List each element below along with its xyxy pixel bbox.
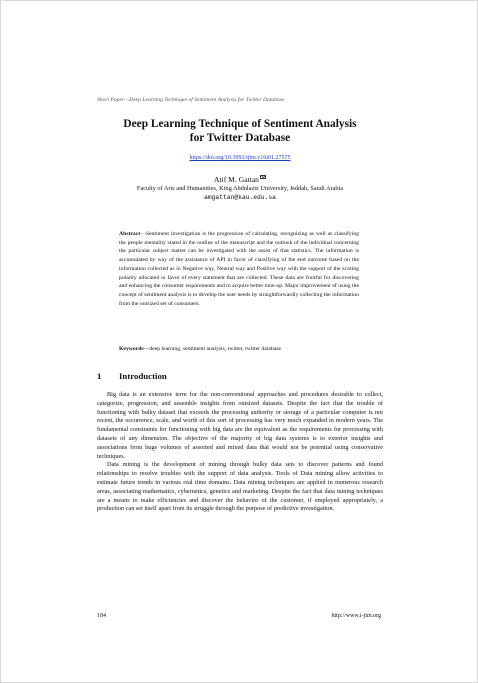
abstract-text: —Sentiment investigation is the progression of calculating, recognizing as well as classifying the people mentality stated in the outline of the manuscript and the outlook of the individual concerning the particular subject matter can be investigated with the assist of that statistics. The information is accumulated by way of the assistance of API in favor of classifying of the end outcome based on the information collected as in Negative way, Neutral way and Positive way with the support of the scoring polarity allocated in favor of every statement that are collected. These data are fruitful for discovering and enhancing the consumer requirements and to acquire better tune-up. Major improvement of using the concept of sentiment analysis is to develop the user needs by straightforwardly collecting the information from the outsized set of consumers. — [119, 231, 359, 307]
keywords — [119, 345, 359, 354]
title-line-2: for Twitter Database — [189, 132, 291, 144]
page-number: 184 — [97, 613, 106, 619]
journal-url[interactable]: http://www.i-jim.org — [331, 613, 381, 619]
running-head: Short Paper—Deep Learning Technique of Sentiment Analysis for Twitter Database — [97, 97, 285, 103]
section-heading — [97, 371, 167, 381]
title-line-1: Deep Learning Technique of Sentiment Analysis — [123, 118, 357, 130]
keywords-label: Keywords — [119, 346, 144, 352]
abstract — [119, 230, 359, 308]
section-title: Introduction — [119, 371, 167, 381]
abstract-label: Abstract — [119, 231, 141, 237]
paper-title — [97, 117, 383, 145]
section-number: 1 — [97, 371, 102, 381]
author-email[interactable]: amgattan@kau.edu.sa — [204, 194, 276, 201]
author-name: Atif M. Gattan — [214, 175, 259, 184]
affiliation: Faculty of Arts and Humanities, King Abdulaziz University, Jeddah, Saudi Arabia — [136, 185, 344, 192]
author-line — [97, 175, 383, 184]
paragraph: Data mining is the development of mining through bulky data sets to discover patterns and found relationships to resolve troubles with the support of data analysis. Tools of Data mining allow activities to estimate future trends in various real time domains. Data mining techniques are applied in numerous research areas, associating mathematics, cybernetics, genetics and marketing. Despite the fact that data mining techniques are a means to make efficiencies and discover the behavior of the customer, if employed appropriately, a production can set itself apart from its struggle through the purpose of predictive investigation. — [97, 461, 383, 513]
section-body — [97, 391, 383, 514]
doi-link[interactable]: https://doi.org/10.3991/ijim.v16i01.27575 — [189, 155, 291, 161]
envelope-icon — [260, 175, 266, 180]
keywords-text: —deep learning, sentiment analysis, twitter, twitter database — [143, 346, 281, 352]
paragraph: Big data is an extensive term for the non-conventional approaches and procedures desirable to collect, categorize, progression, and assemble insights from outsized datasets. Despite the fact that the trouble of functioning with bulky dataset that exceeds the processing authority or storage of a particular computer is not recent, the occurrence, scale, and worth of this sort of processing has very much expanded in modern years. The fundamental constraints for functioning with big data are the equivalent as the requirements for processing with datasets of any dimension. The objective of the majority of big data systems is to exterior insights and associations from huge volumes of assorted and mixed data that would not be potential using conservative techniques. — [97, 391, 383, 460]
